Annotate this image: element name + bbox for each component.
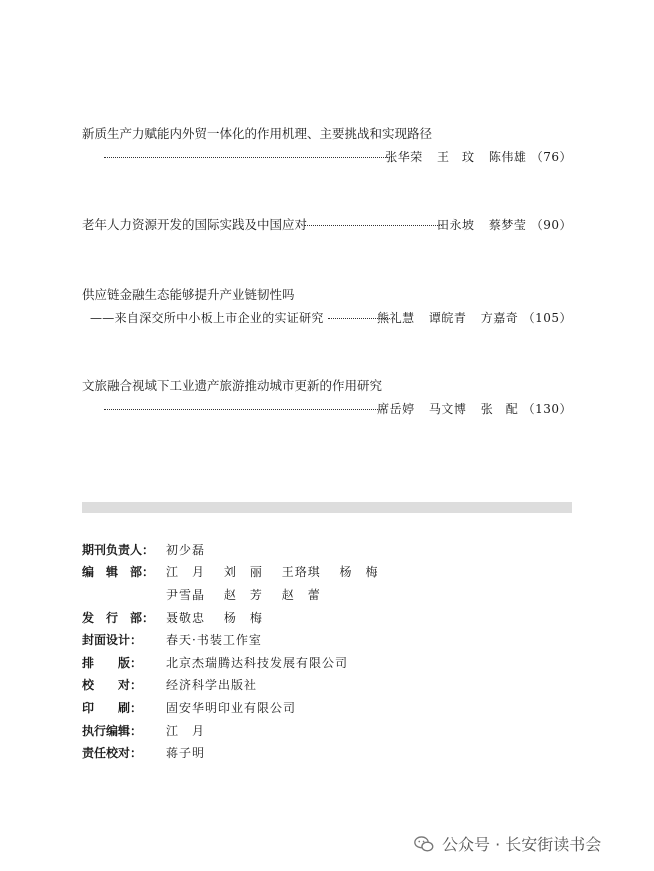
credit-value: 杨 梅	[223, 610, 263, 625]
credit-row	[82, 719, 572, 742]
credit-row	[82, 651, 572, 674]
page-number: （105）	[522, 311, 572, 325]
credit-label: 发 行 部：	[82, 610, 155, 625]
byline	[82, 216, 572, 234]
author: 谭皖青	[428, 311, 467, 325]
dot-leader	[104, 409, 384, 410]
credit-value: 蒋子明	[166, 746, 206, 761]
authors-page	[437, 216, 572, 233]
credit-values	[166, 563, 393, 580]
page-number: （76）	[530, 150, 572, 164]
credit-label: 执行编辑：	[82, 723, 143, 738]
credit-value: 王珞琪	[281, 565, 321, 580]
authors-page	[377, 400, 572, 417]
credit-row	[82, 696, 572, 719]
article-title: 供应链金融生态能够提升产业链韧性吗	[82, 287, 295, 302]
author: 席岳婷	[377, 402, 415, 416]
author: 王 玟	[437, 150, 475, 164]
article-title: 新质生产力赋能内外贸一体化的作用机理、主要挑战和实现路径	[82, 126, 433, 141]
byline	[82, 148, 572, 166]
article-title: 文旅融合视域下工业遗产旅游推动城市更新的作用研究	[82, 378, 383, 393]
credit-values	[166, 676, 271, 693]
page-number: （90）	[530, 218, 572, 232]
authors-page	[385, 148, 572, 165]
credit-values	[166, 609, 277, 626]
wechat-icon	[414, 835, 434, 853]
author: 张华荣	[385, 150, 423, 164]
toc-entry	[82, 286, 572, 327]
credit-label: 校 对：	[82, 678, 143, 693]
credit-value: 北京杰瑞腾达科技发展有限公司	[166, 655, 349, 670]
credit-row	[82, 674, 572, 697]
credit-label: 责任校对：	[82, 746, 143, 761]
credit-value: 赵 芳	[223, 587, 263, 602]
toc-entry	[82, 125, 572, 166]
credit-value: 固安华明印业有限公司	[166, 700, 297, 715]
credit-row	[82, 538, 572, 561]
author: 张 配	[480, 402, 519, 416]
credit-value: 尹雪晶	[166, 587, 206, 602]
credit-values	[166, 654, 362, 671]
credit-row	[82, 628, 572, 651]
credit-value: 春天·书装工作室	[166, 633, 262, 648]
credit-label: 排 版：	[82, 655, 143, 670]
credit-value: 经济科学出版社	[166, 678, 258, 693]
credit-value: 刘 丽	[223, 565, 263, 580]
author: 陈伟雄	[488, 150, 527, 164]
credit-label: 封面设计：	[82, 633, 143, 648]
credit-value: 杨 梅	[339, 565, 379, 580]
author: 马文博	[428, 402, 467, 416]
credit-row	[82, 583, 572, 606]
dot-leader	[304, 225, 442, 226]
watermark	[414, 832, 601, 855]
credit-label: 编 辑 部：	[82, 565, 155, 580]
article-subtitle: ——来自深交所中小板上市企业的实证研究	[90, 311, 324, 325]
credit-row	[82, 606, 572, 629]
divider-bar	[82, 502, 572, 513]
credit-value: 江 月	[166, 565, 206, 580]
byline	[82, 400, 572, 418]
credit-values	[166, 722, 219, 739]
author: 蔡梦莹	[488, 218, 527, 232]
byline	[82, 309, 572, 327]
credit-values	[166, 744, 219, 761]
author: 田永坡	[437, 218, 475, 232]
credit-values	[166, 541, 219, 558]
credit-row	[82, 741, 572, 764]
credit-label: 期刊负责人：	[82, 542, 155, 557]
article-title: 老年人力资源开发的国际实践及中国应对	[82, 217, 308, 232]
author: 熊礼慧	[377, 311, 415, 325]
credit-label: 印 刷：	[82, 700, 143, 715]
credit-value: 初少磊	[166, 542, 206, 557]
authors-page	[377, 309, 572, 326]
page-number: （130）	[522, 402, 572, 416]
toc-entry	[82, 216, 572, 234]
credit-value: 聂敬忠	[166, 610, 206, 625]
author: 方嘉奇	[480, 311, 519, 325]
credit-row	[82, 561, 572, 584]
credit-value: 江 月	[166, 723, 206, 738]
credit-value: 赵 蕾	[281, 587, 321, 602]
credit-values	[166, 631, 276, 648]
dot-leader	[104, 157, 392, 158]
toc-entry	[82, 377, 572, 418]
credits-block	[82, 538, 572, 764]
watermark-text: 公众号 · 长安街读书会	[442, 835, 602, 854]
credit-values	[166, 699, 310, 716]
credit-values	[166, 586, 335, 603]
